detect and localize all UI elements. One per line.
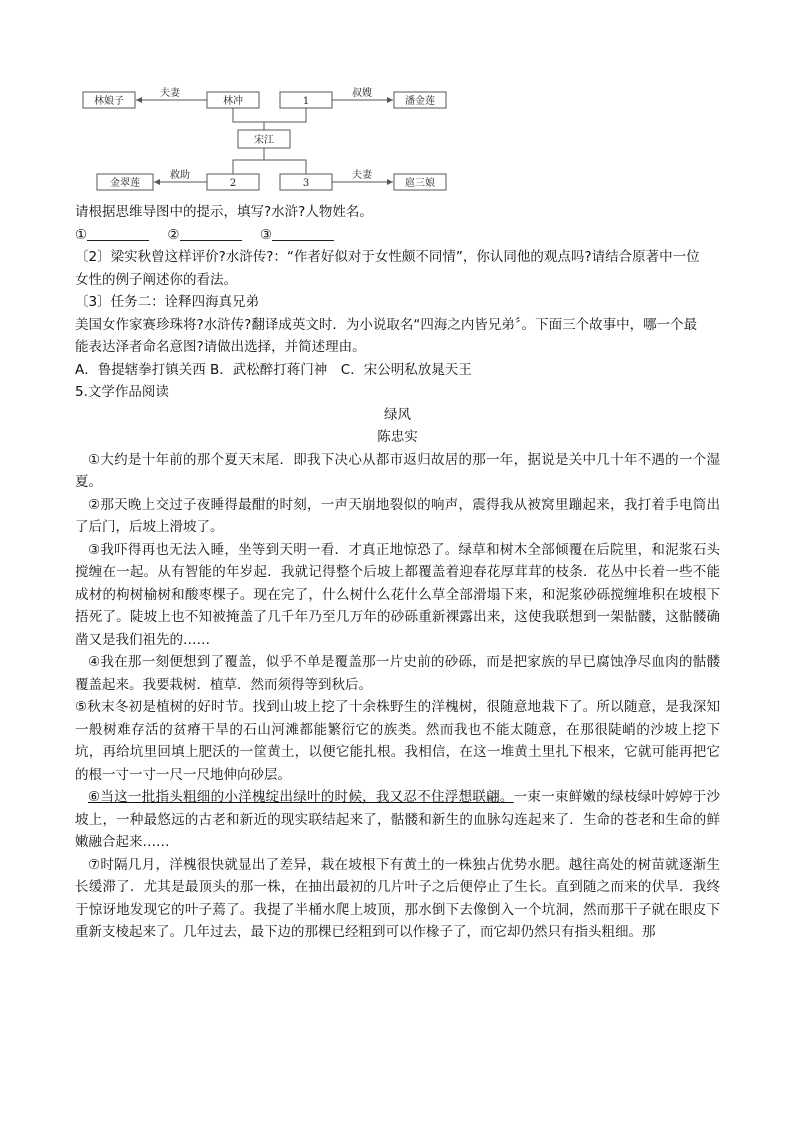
blank-3-marker: ③: [259, 226, 272, 243]
label-hu-sanniang: 扈三娘: [405, 178, 435, 189]
edge-label-jiuzhu: 救助: [170, 170, 190, 181]
section-heading: 5.文学作品阅读: [75, 384, 169, 400]
passage-paragraph-2: ②那天晚上交过子夜睡得最酣的时刻，一声天崩地裂似的响声，震得我从被窝里蹦起来，我打着手电筒出了后门，后坡上滑坡了。: [75, 496, 720, 535]
mind-map-svg: [80, 80, 460, 192]
label-lin-chong: 林冲: [223, 96, 243, 107]
question-block: [75, 201, 720, 944]
relationship-diagram: [80, 80, 460, 192]
paragraph-6-rest: 一束一束鲜嫩的绿枝绿叶婷婷于沙坡上，一种最悠远的古老和新近的现实联结起来了，骷髅和新生的血脉勾连起来了．生命的苍老和生命的鲜嫩融合起来……: [75, 789, 720, 850]
passage-paragraph-6: [75, 786, 720, 854]
label-blank3: 3: [302, 178, 310, 189]
label-pan-jinlian: 潘金莲: [405, 96, 435, 107]
label-lin-niangzi: 林娘子: [94, 96, 124, 107]
passage-author: 陈忠实: [377, 429, 418, 445]
q3-options: A．鲁提辖拳打镇关西 B．武松醉打蒋门神 C．宋公明私放晁天王: [75, 361, 472, 378]
passage-paragraph-1: ①大约是十年前的那个夏天末尾．即我下决心从都市返归故居的那一年，据说是关中几十年不遇的一个湿夏。: [75, 451, 720, 490]
passage-paragraph-3: ③我吓得再也无法入睡，坐等到天明一看．才真正地惊恐了。绿草和树木全部倾覆在后院里，和泥浆石头搅缠在一起。从有智能的年岁起．我就记得整个后坡上都覆盖着迎春花厚茸茸的枝条．花丛中长着一些不能成材的枸树榆树和酸枣棵子。现在完了，什么树什么花什么草全部滑塌下来，和泥浆砂砾搅缠堆积在坡根下捂死了。陡坡上也不知被掩盖了几千年乃至几万年的砂砾重新裸露出来，这使我联想到一架骷髅，这骷髅确凿又是我们祖先的……: [75, 541, 720, 648]
underlined-sentence: ⑥当这一批指头粗细的小洋槐绽出绿叶的时候，我又忍不住浮想联翩。: [88, 789, 514, 805]
q3-title: 〔3〕任务二：诠释四海真兄弟: [75, 294, 260, 310]
label-blank2: 2: [229, 178, 237, 189]
passage-paragraph-7: ⑦时隔几月，洋槐很快就显出了差异，栽在坡根下有黄土的一株独占优势水肥。越往高处的树苗就逐渐生长缓滞了．尤其是最顶头的那一株，在抽出最初的几片叶子之后便停止了生长。直到随之而来的伏旱．我终于惊讶地发现它的叶子蔫了。我提了半桶水爬上坡顶，那水倒下去像倒入一个坑洞，然而那干子就在眼皮下重新支棱起来了。几年过去，最下边的那棵已经粗到可以作椽子了，而它却仍然只有指头粗细。那: [75, 856, 720, 940]
q1-prompt: 请根据思维导图中的提示，填写?水浒?人物姓名。: [75, 204, 373, 220]
label-song-jiang: 宋江: [254, 135, 274, 146]
answer-blank-1[interactable]: [87, 226, 149, 241]
blank-1-marker: ①: [75, 226, 88, 243]
label-blank1: 1: [302, 96, 310, 107]
passage-paragraph-5: ⑤秋末冬初是植树的好时节。找到山坡上挖了十余株野生的洋槐树，很随意地栽下了。所以随意，是我深知一般树难存活的贫瘠干旱的石山河滩都能繁衍它的族类。然而我也不能太随意，在那很陡峭的沙坡上挖下坑，再给坑里回填上肥沃的一筐黄土，以便它能扎根。我相信，在这一堆黄土里扎下根来，它就可能再把它的根一寸一寸一尺一尺地伸向砂层。: [75, 699, 720, 783]
answer-blank-2[interactable]: [180, 226, 242, 241]
edge-label-fuqi-top: 夫妻: [160, 88, 180, 99]
q3-line1: 美国女作家赛珍珠将?水浒传?翻译成英文时．为小说取名“四海之内皆兄弟〞。下面三个故事中，哪一个最: [75, 316, 698, 333]
q1-blanks: [75, 224, 720, 247]
label-jin-cuilian: 金翠莲: [110, 178, 140, 189]
edge-label-shusao: 叔嫂: [352, 88, 372, 99]
passage-title: 绿风: [384, 406, 411, 423]
edge-label-fuqi-bottom: 夫妻: [352, 170, 372, 181]
blank-2-marker: ②: [167, 226, 180, 243]
passage-paragraph-4: ④我在那一刻便想到了覆盖，似乎不单是覆盖那一片史前的砂砾，而是把家族的早已腐蚀净尽血肉的骷髅覆盖起来。我要栽树．植草．然而须得等到秋后。: [75, 654, 720, 693]
answer-blank-3[interactable]: [272, 226, 334, 241]
q3-line2: 能表达泽者命名意图?请做出选择，并简述理由。: [75, 339, 366, 355]
q2-line1: 〔2〕梁实秋曾这样评价?水浒传?：“作者好似对于女性颇不同情”，你认同他的观点吗?请结合原著中一位: [75, 249, 700, 265]
q2-line2: 女性的例子阐述你的看法。: [75, 271, 237, 288]
